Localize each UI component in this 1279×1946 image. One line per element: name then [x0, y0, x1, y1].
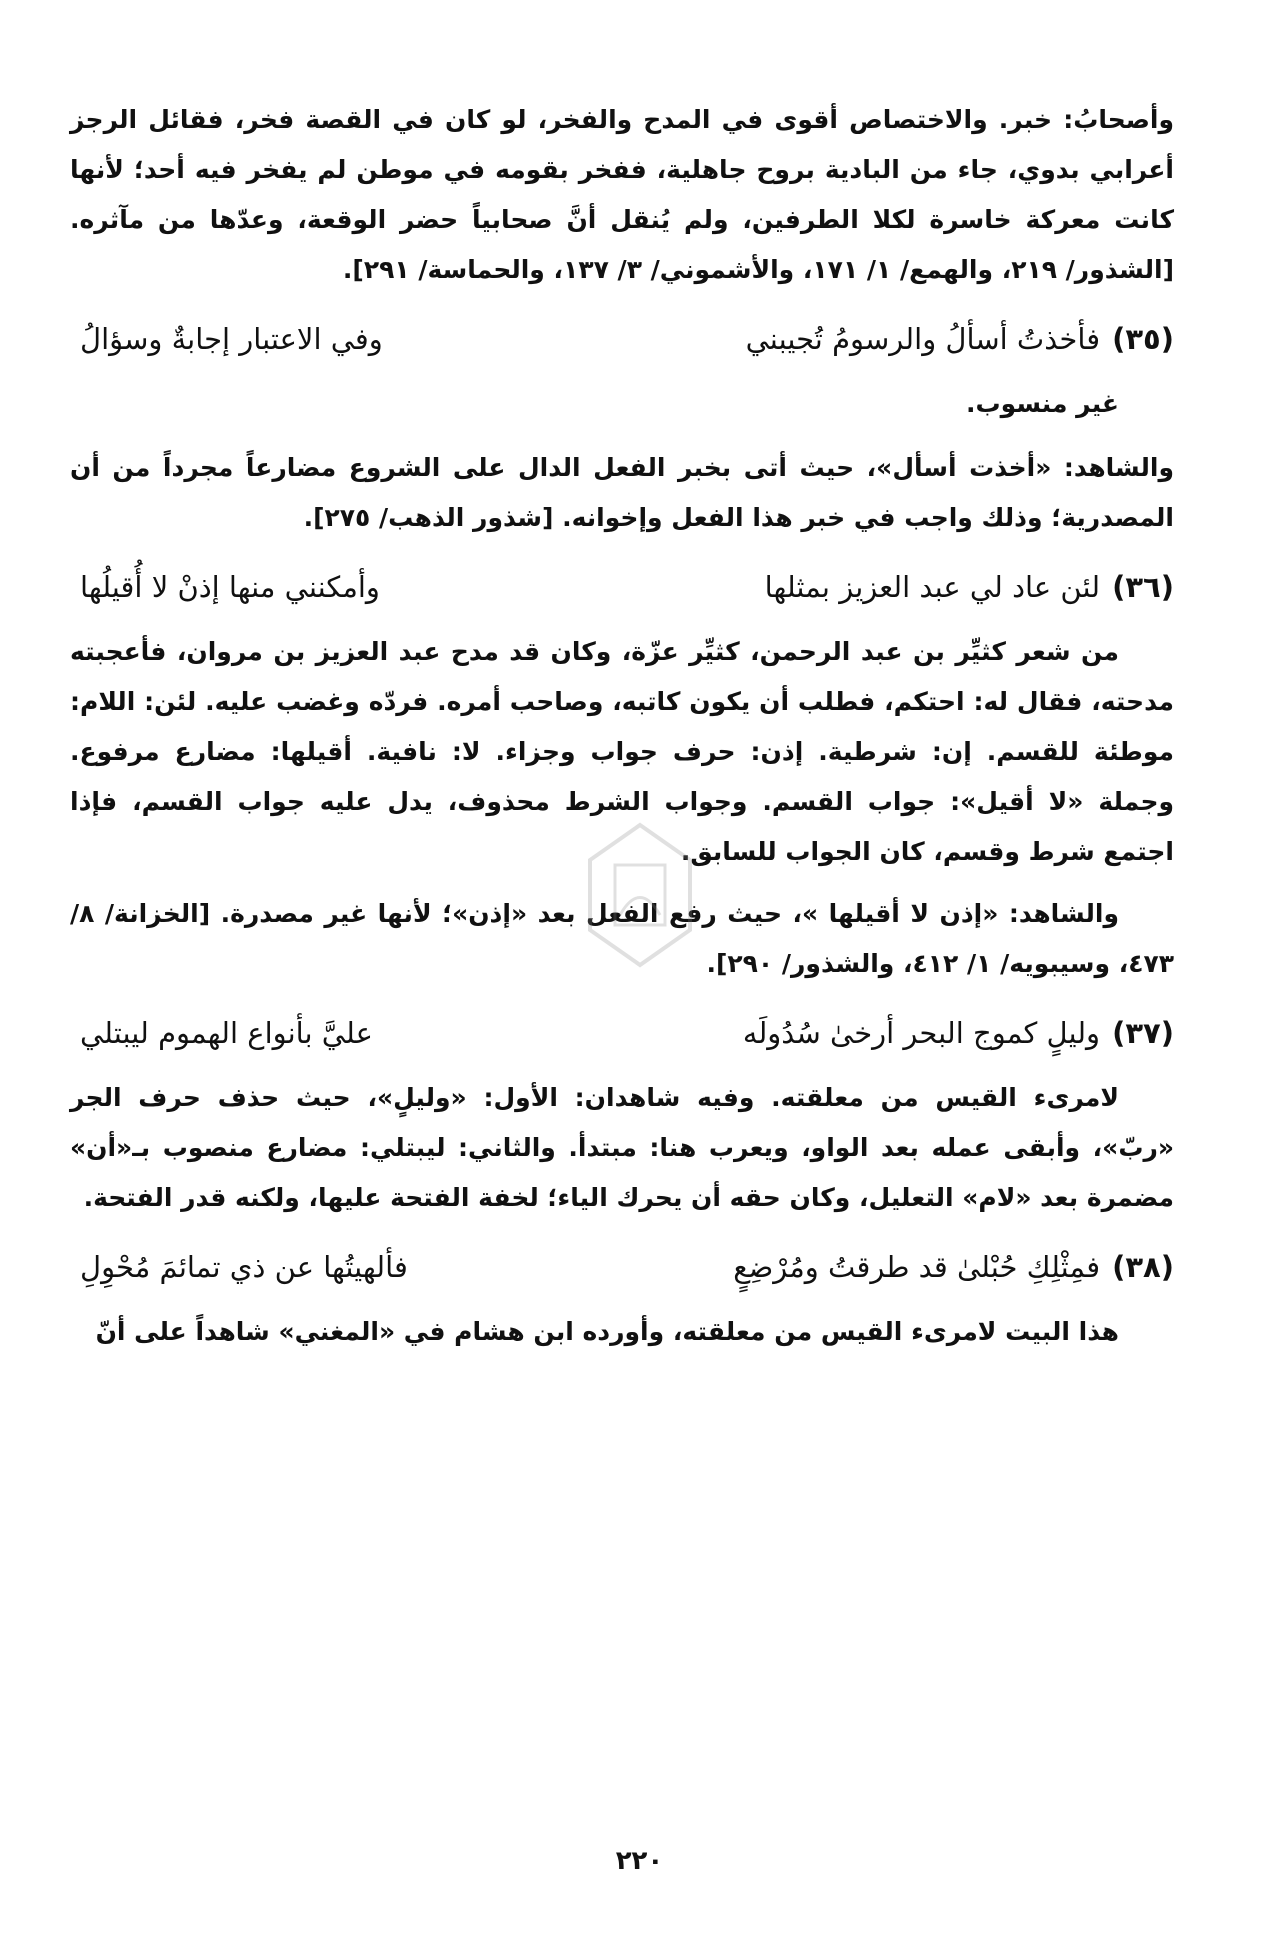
page-body [70, 95, 1174, 1886]
verse-35-first-hemistich [627, 307, 1174, 371]
verse-38-number: (٣٨) [1112, 1250, 1174, 1284]
verse-35 [70, 307, 1174, 371]
verse-36-h1-text: لئن عاد لي عبد العزيز بمثلها [764, 570, 1101, 604]
verse-38-first-hemistich [627, 1235, 1174, 1299]
verse-35-second-hemistich: وفي الاعتبار إجابةٌ وسؤالُ [80, 322, 383, 356]
library-watermark-icon [580, 820, 700, 970]
verse-36-number: (٣٦) [1112, 570, 1174, 604]
paragraph-2: والشاهد: «أخذت أسأل»، حيث أتى بخبر الفعل الدال على الشروع مضارعاً مجرداً من أن المصدرية؛ وذلك واجب في خبر هذا الفعل وإخوانه. [شذور الذهب/ ٢٧٥]. [70, 453, 1174, 532]
verse-38-h1-text: فمِثْلِكِ حُبْلىٰ قد طرقتُ ومُرْضِعٍ [733, 1250, 1101, 1284]
verse-38-second-hemistich: فألهيتُها عن ذي تمائمَ مُحْوِلِ [80, 1250, 408, 1284]
verse-36-first-hemistich [627, 555, 1174, 619]
verse-37-first-hemistich [627, 1001, 1174, 1065]
paragraph-3: من شعر كثيِّر بن عبد الرحمن، كثيِّر عزّة، وكان قد مدح عبد العزيز بن مروان، فأعجبته مدحته، فقال له: احتكم، فطلب أن يكون كاتبه، وصاحب أمره. فردّه وغضب عليه. لئن: اللام: موطئة للقسم. إن: شرطية. إذن: حرف جواب وجزاء. لا: نافية. أقيلها: مضارع مرفوع. وجملة «لا أقيل»: جواب القسم. وجواب الشرط محذوف، يدل عليه جواب القسم، فإذا اجتمع شرط وقسم، كان الجواب للسابق. [70, 637, 1174, 866]
verse-37-h1-text: وليلٍ كموج البحر أرخىٰ سُدُولَه [742, 1016, 1101, 1050]
paragraph-5: لامرىء القيس من معلقته. وفيه شاهدان: الأول: «وليلٍ»، حيث حذف حرف الجر «ربّ»، وأبقى عمله بعد الواو، ويعرب هنا: مبتدأ. والثاني: ليبتلي: مضارع منصوب بـ«أن» مضمرة بعد «لام» التعليل، وكان حقه أن يحرك الياء؛ لخفة الفتحة عليها، ولكنه قدر الفتحة. [70, 1083, 1174, 1212]
paragraph-1: وأصحابُ: خبر. والاختصاص أقوى في المدح والفخر، لو كان في القصة فخر، فقائل الرجز أعرابي بدوي، جاء من البادية بروح جاهلية، ففخر بقومه في موطن لم يفخر فيه أحد؛ لأنها كانت معركة خاسرة لكلا الطرفين، ولم يُنقل أنَّ صحابياً حضر الوقعة، وعدّها من مآثره. [الشذور/ ٢١٩، والهمع/ ١/ ١٧١، والأشموني/ ٣/ ١٣٧، والحماسة/ ٢٩١]. [70, 105, 1174, 284]
verse-35-number: (٣٥) [1112, 322, 1174, 356]
attribution-note: غير منسوب. [966, 389, 1119, 418]
verse-37 [70, 1001, 1174, 1065]
verse-38 [70, 1235, 1174, 1299]
paragraph-4: والشاهد: «إذن لا أقيلها »، حيث رفع الفعل بعد «إذن»؛ لأنها غير مصدرة. [الخزانة/ ٨/ ٤٧٣، وسيبويه/ ١/ ٤١٢، والشذور/ ٢٩٠]. [70, 899, 1174, 978]
verse-37-second-hemistich: عليَّ بأنواع الهموم ليبتلي [80, 1016, 373, 1050]
verse-37-number: (٣٧) [1112, 1016, 1174, 1050]
verse-36-second-hemistich: وأمكنني منها إذنْ لا أُقيلُها [80, 570, 380, 604]
verse-36 [70, 555, 1174, 619]
verse-35-h1-text: فأخذتُ أسألُ والرسومُ تُجيبني [745, 322, 1101, 356]
page-number: ٢٢٠ [615, 1846, 664, 1876]
paragraph-6: هذا البيت لامرىء القيس من معلقته، وأورده ابن هشام في «المغني» شاهداً على أنّ [95, 1317, 1119, 1346]
